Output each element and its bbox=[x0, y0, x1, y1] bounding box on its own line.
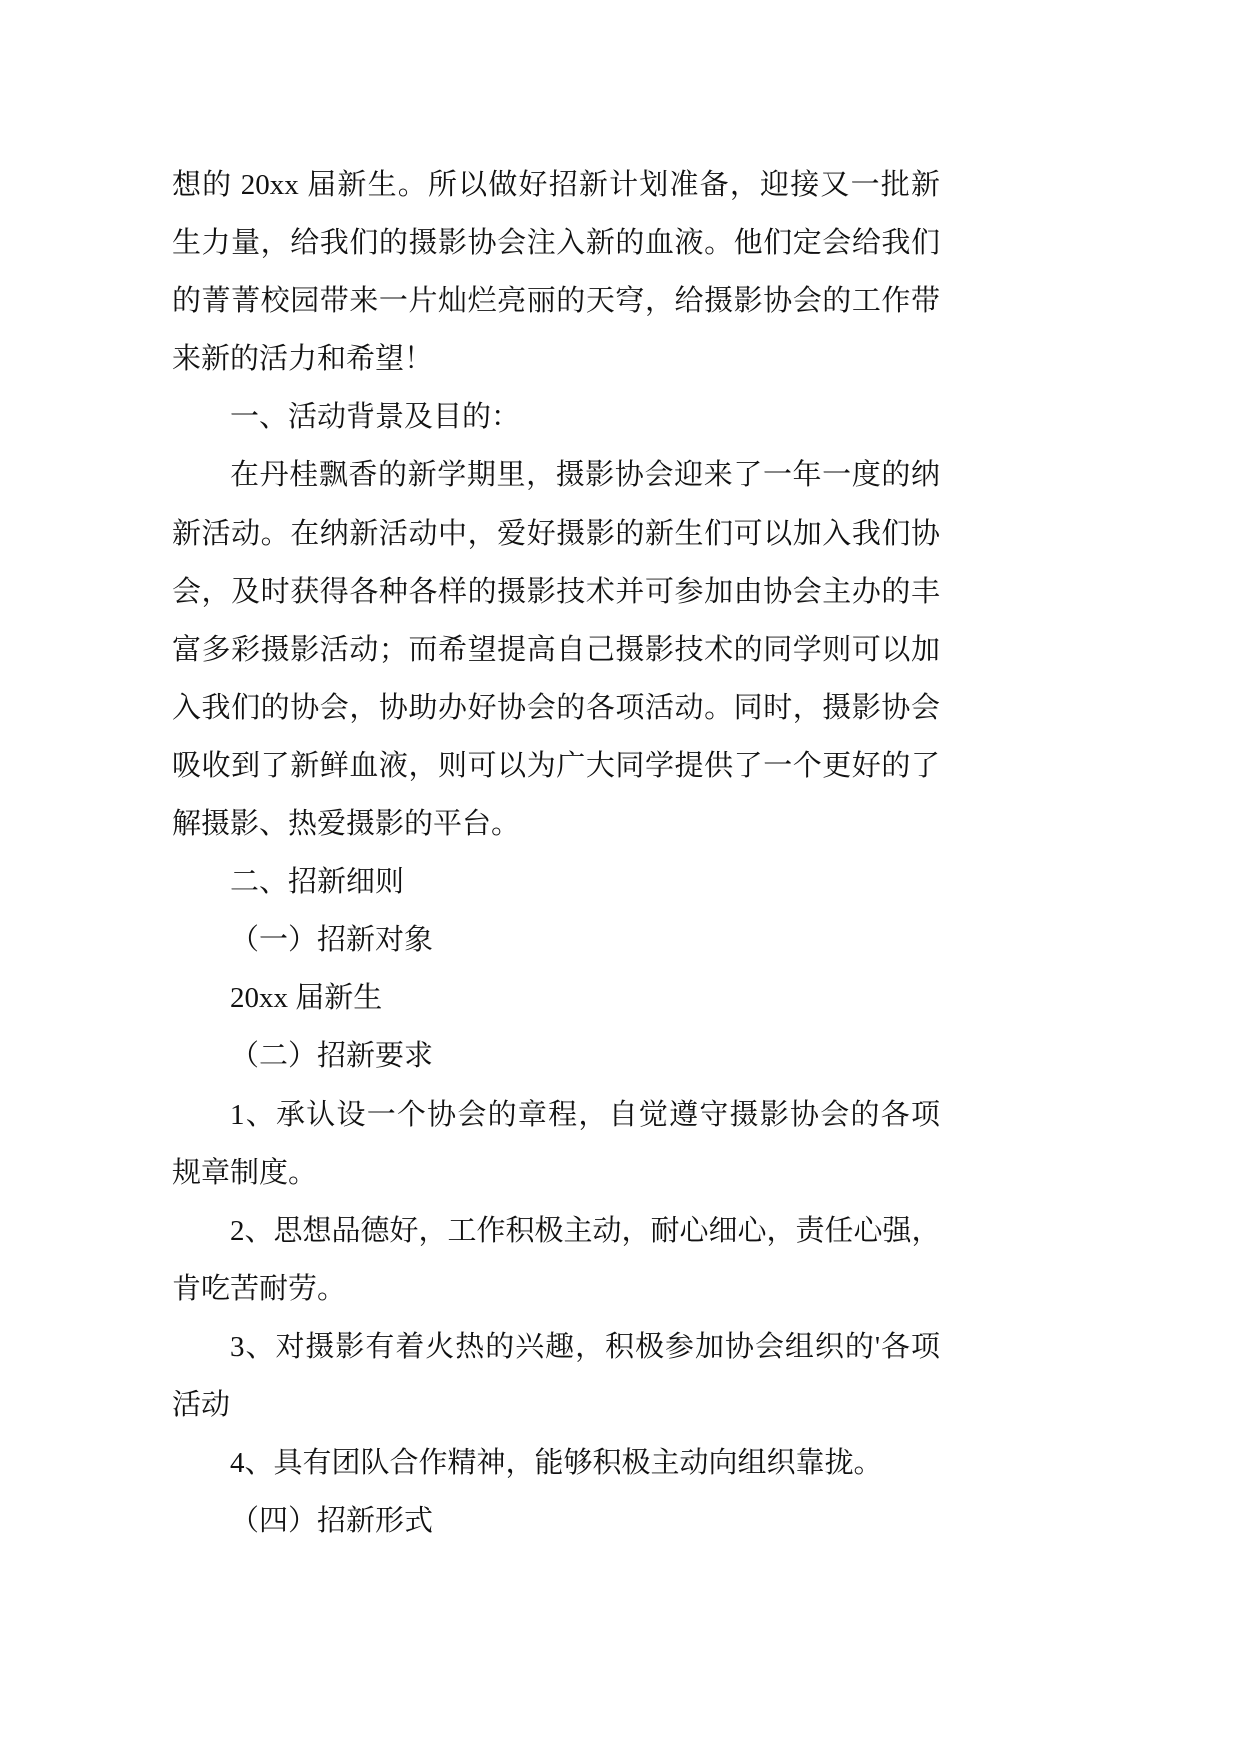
paragraph-line: 入我们的协会，协助办好协会的各项活动。同时，摄影协会 bbox=[172, 691, 940, 724]
requirement-item-2 bbox=[172, 1202, 940, 1318]
paragraph-line: 富多彩摄影活动；而希望提高自己摄影技术的同学则可以加 bbox=[172, 633, 940, 666]
subsection-heading: （二）招新要求 bbox=[230, 1040, 434, 1073]
paragraph-target bbox=[172, 969, 940, 1027]
paragraph-line: 肯吃苦耐劳。 bbox=[172, 1272, 347, 1305]
subheading-target bbox=[172, 911, 940, 969]
subheading-requirements bbox=[172, 1027, 940, 1085]
requirement-item-3 bbox=[172, 1318, 940, 1434]
paragraph-line: 20xx 届新生 bbox=[230, 982, 383, 1015]
requirement-item-4 bbox=[172, 1434, 940, 1492]
requirement-item-1 bbox=[172, 1086, 940, 1202]
paragraph-line: 来新的活力和希望！ bbox=[172, 343, 434, 376]
subsection-heading: （四）招新形式 bbox=[230, 1505, 434, 1538]
section-heading: 二、招新细则 bbox=[230, 866, 405, 899]
paragraph-line: 活动 bbox=[172, 1388, 231, 1421]
section-heading-background bbox=[172, 388, 940, 446]
paragraph-line: 2、思想品德好，工作积极主动，耐心细心，责任心强， bbox=[230, 1214, 941, 1247]
paragraph-line: 生力量，给我们的摄影协会注入新的血液。他们定会给我们 bbox=[172, 227, 940, 260]
subsection-heading: （一）招新对象 bbox=[230, 924, 434, 957]
paragraph-line: 规章制度。 bbox=[172, 1156, 318, 1189]
paragraph-intro-continued bbox=[172, 156, 940, 388]
paragraph-line: 3、对摄影有着火热的兴趣，积极参加协会组织的'各项 bbox=[230, 1330, 940, 1363]
section-heading: 一、活动背景及目的： bbox=[230, 401, 521, 434]
paragraph-line: 会，及时获得各种各样的摄影技术并可参加由协会主办的丰 bbox=[172, 575, 940, 608]
paragraph-line: 的菁菁校园带来一片灿烂亮丽的天穹，给摄影协会的工作带 bbox=[172, 285, 940, 318]
paragraph-line: 在丹桂飘香的新学期里，摄影协会迎来了一年一度的纳 bbox=[230, 459, 940, 492]
paragraph-line: 吸收到了新鲜血液，则可以为广大同学提供了一个更好的了 bbox=[172, 749, 940, 782]
section-heading-rules bbox=[172, 853, 940, 911]
document-body bbox=[172, 156, 940, 1550]
paragraph-line: 新活动。在纳新活动中，爱好摄影的新生们可以加入我们协 bbox=[172, 517, 940, 550]
subheading-format bbox=[172, 1492, 940, 1550]
paragraph-line: 想的 20xx 届新生。所以做好招新计划准备，迎接又一批新 bbox=[172, 169, 940, 201]
paragraph-line: 1、承认设一个协会的章程，自觉遵守摄影协会的各项 bbox=[230, 1098, 940, 1131]
paragraph-line: 解摄影、热爱摄影的平台。 bbox=[172, 808, 521, 841]
paragraph-background bbox=[172, 446, 940, 853]
paragraph-line: 4、具有团队合作精神，能够积极主动向组织靠拢。 bbox=[230, 1447, 883, 1480]
